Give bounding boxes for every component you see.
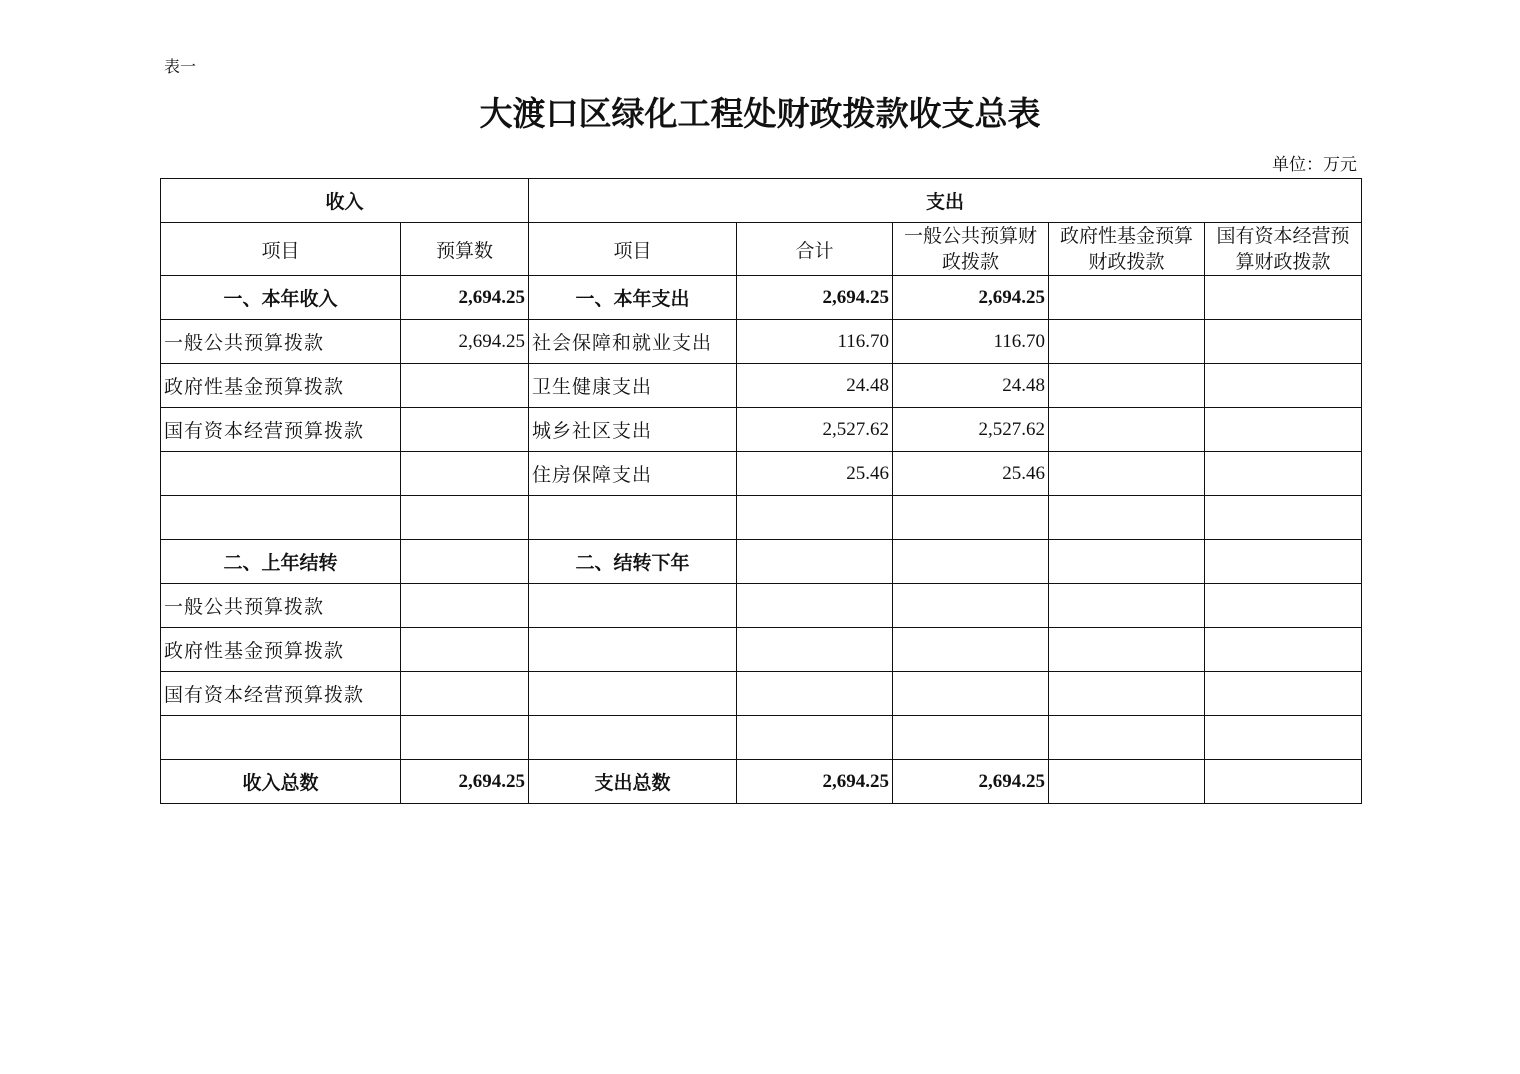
fund-budget-cell: [1049, 496, 1205, 540]
income-item-cell: [161, 452, 401, 496]
expense-item-cell: [529, 716, 737, 760]
fund-budget-cell: [1049, 672, 1205, 716]
table-row: [161, 540, 1362, 584]
general-budget-cell: 2,527.62: [893, 408, 1049, 452]
income-item-cell: 二、上年结转: [161, 540, 401, 584]
income-budget-cell: 2,694.25: [401, 276, 529, 320]
income-budget-cell: [401, 540, 529, 584]
state-capital-cell: [1205, 452, 1362, 496]
general-budget-cell: 25.46: [893, 452, 1049, 496]
state-capital-cell: [1205, 760, 1362, 804]
income-item-cell: 政府性基金预算拨款: [161, 364, 401, 408]
income-section-header: 收入: [161, 179, 529, 223]
expense-total-cell: 2,694.25: [737, 276, 893, 320]
total-header: 合计: [737, 223, 893, 276]
income-budget-cell: [401, 716, 529, 760]
column-header-row: [161, 223, 1362, 276]
income-item-cell: 政府性基金预算拨款: [161, 628, 401, 672]
expense-total-cell: [737, 716, 893, 760]
expense-item-cell: [529, 672, 737, 716]
general-budget-cell: [893, 496, 1049, 540]
state-capital-cell: [1205, 496, 1362, 540]
income-budget-cell: [401, 496, 529, 540]
table-row: [161, 452, 1362, 496]
income-item-cell: 一、本年收入: [161, 276, 401, 320]
fund-budget-cell: [1049, 628, 1205, 672]
fund-budget-cell: [1049, 452, 1205, 496]
income-item-cell: 一般公共预算拨款: [161, 320, 401, 364]
table-row: [161, 496, 1362, 540]
expense-total-cell: [737, 540, 893, 584]
expense-item-header: 项目: [529, 223, 737, 276]
expense-item-cell: 住房保障支出: [529, 452, 737, 496]
fund-budget-cell: [1049, 320, 1205, 364]
income-item-cell: 国有资本经营预算拨款: [161, 672, 401, 716]
table-row: [161, 364, 1362, 408]
income-item-header: 项目: [161, 223, 401, 276]
expense-total-cell: 116.70: [737, 320, 893, 364]
income-budget-header: 预算数: [401, 223, 529, 276]
state-capital-cell: [1205, 408, 1362, 452]
state-capital-cell: [1205, 672, 1362, 716]
income-item-cell: 收入总数: [161, 760, 401, 804]
expense-item-cell: 支出总数: [529, 760, 737, 804]
general-budget-cell: [893, 628, 1049, 672]
income-budget-cell: 2,694.25: [401, 760, 529, 804]
expense-item-cell: 社会保障和就业支出: [529, 320, 737, 364]
expense-item-cell: 一、本年支出: [529, 276, 737, 320]
fund-budget-cell: [1049, 584, 1205, 628]
table-number-label: 表一: [164, 57, 197, 76]
fund-budget-cell: [1049, 364, 1205, 408]
table-row: [161, 276, 1362, 320]
general-budget-cell: 116.70: [893, 320, 1049, 364]
expense-total-cell: 2,694.25: [737, 760, 893, 804]
state-capital-cell: [1205, 716, 1362, 760]
expense-item-cell: 城乡社区支出: [529, 408, 737, 452]
expense-total-cell: [737, 496, 893, 540]
expense-total-cell: 24.48: [737, 364, 893, 408]
general-budget-cell: 2,694.25: [893, 760, 1049, 804]
table-row: [161, 320, 1362, 364]
expense-item-cell: 二、结转下年: [529, 540, 737, 584]
income-budget-cell: 2,694.25: [401, 320, 529, 364]
table-row: [161, 760, 1362, 804]
fund-budget-cell: [1049, 408, 1205, 452]
income-budget-cell: [401, 452, 529, 496]
table-row: [161, 584, 1362, 628]
income-budget-cell: [401, 584, 529, 628]
income-budget-cell: [401, 672, 529, 716]
expense-item-cell: [529, 496, 737, 540]
expense-total-cell: [737, 628, 893, 672]
fund-budget-header: 政府性基金预算财政拨款: [1049, 223, 1205, 276]
general-budget-cell: 2,694.25: [893, 276, 1049, 320]
income-budget-cell: [401, 408, 529, 452]
budget-summary-table: [160, 178, 1362, 804]
general-budget-cell: [893, 540, 1049, 584]
table-row: [161, 672, 1362, 716]
fund-budget-cell: [1049, 716, 1205, 760]
expense-item-cell: 卫生健康支出: [529, 364, 737, 408]
table-row: [161, 628, 1362, 672]
expense-section-header: 支出: [529, 179, 1362, 223]
document-title: 大渡口区绿化工程处财政拨款收支总表: [479, 94, 1041, 133]
general-budget-cell: [893, 584, 1049, 628]
income-budget-cell: [401, 628, 529, 672]
state-capital-cell: [1205, 364, 1362, 408]
expense-item-cell: [529, 628, 737, 672]
expense-total-cell: 25.46: [737, 452, 893, 496]
table-row: [161, 716, 1362, 760]
general-budget-cell: [893, 672, 1049, 716]
general-budget-cell: [893, 716, 1049, 760]
expense-item-cell: [529, 584, 737, 628]
state-capital-cell: [1205, 628, 1362, 672]
expense-total-cell: [737, 672, 893, 716]
state-capital-cell: [1205, 584, 1362, 628]
table-row: [161, 408, 1362, 452]
general-budget-header: 一般公共预算财政拨款: [893, 223, 1049, 276]
expense-total-cell: 2,527.62: [737, 408, 893, 452]
income-item-cell: 国有资本经营预算拨款: [161, 408, 401, 452]
income-item-cell: 一般公共预算拨款: [161, 584, 401, 628]
state-capital-cell: [1205, 540, 1362, 584]
income-item-cell: [161, 496, 401, 540]
fund-budget-cell: [1049, 760, 1205, 804]
state-capital-header: 国有资本经营预算财政拨款: [1205, 223, 1362, 276]
income-budget-cell: [401, 364, 529, 408]
fund-budget-cell: [1049, 276, 1205, 320]
section-header-row: [161, 179, 1362, 223]
state-capital-cell: [1205, 320, 1362, 364]
fund-budget-cell: [1049, 540, 1205, 584]
unit-label: 单位：万元: [1272, 155, 1357, 175]
income-item-cell: [161, 716, 401, 760]
state-capital-cell: [1205, 276, 1362, 320]
general-budget-cell: 24.48: [893, 364, 1049, 408]
expense-total-cell: [737, 584, 893, 628]
